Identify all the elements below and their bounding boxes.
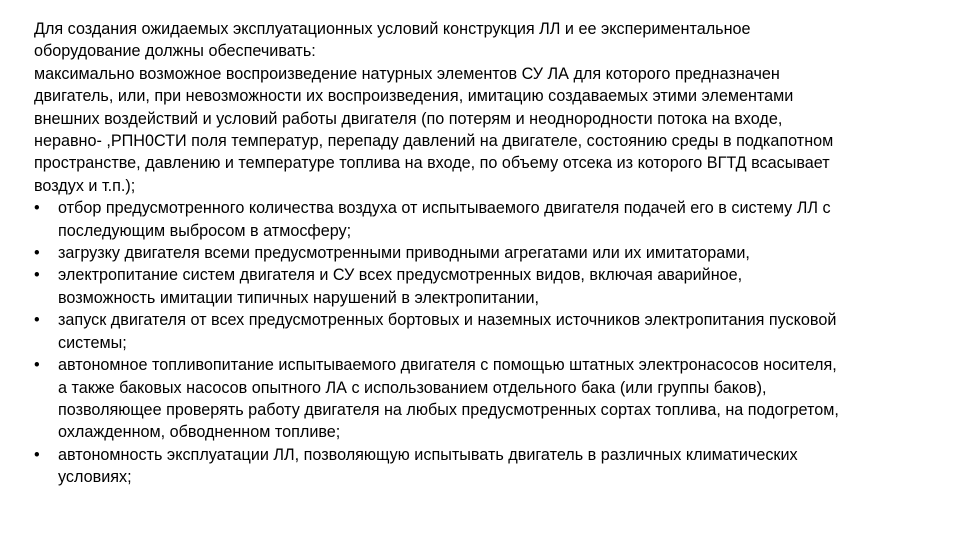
text-line: условиях; <box>58 468 132 487</box>
text-line: Для создания ожидаемых эксплуатационных условий конструкция ЛЛ и ее экспериментальное <box>34 20 751 38</box>
bullet-icon: • <box>34 199 40 218</box>
text-line: неравно- ,РПН0СТИ поля температур, перепаду давлений на двигателе, состоянию среды в подкапотном <box>34 132 834 151</box>
text-line: двигатель, или, при невозможности их воспроизведения, имитацию создаваемых этими элементами <box>34 87 794 106</box>
bullet-item <box>34 309 934 354</box>
bullet-icon: • <box>34 244 40 263</box>
bullet-item <box>34 264 934 309</box>
document-body <box>34 18 934 489</box>
bullet-icon: • <box>34 311 40 330</box>
bullet-item <box>34 444 934 489</box>
text-line: последующим выбросом в атмосферу; <box>58 221 352 240</box>
text-line: запуск двигателя от всех предусмотренных бортовых и наземных источников электропитания пусковой <box>58 311 837 330</box>
bullet-icon: • <box>34 445 40 464</box>
text-line: системы; <box>58 333 127 352</box>
text-line: пространстве, давлению и температуре топлива на входе, по объему отсека из которого ВГТД всасывает <box>34 154 830 173</box>
bullet-list <box>34 197 934 488</box>
intro-paragraph <box>34 18 934 63</box>
bullet-item <box>34 354 934 444</box>
text-line: отбор предусмотренного количества воздуха от испытываемого двигателя подачей его в систему ЛЛ с <box>58 199 831 218</box>
text-line: электропитание систем двигателя и СУ всех предусмотренных видов, включая аварийное, <box>58 266 743 285</box>
bullet-item <box>34 197 934 242</box>
text-line: охлажденном, обводненном топливе; <box>58 423 341 442</box>
text-line: оборудование должны обеспечивать: <box>34 42 316 61</box>
bullet-icon: • <box>34 266 40 285</box>
bullet-icon: • <box>34 356 40 375</box>
text-line: автономность эксплуатации ЛЛ, позволяющую испытывать двигатель в различных климатических <box>58 445 798 464</box>
text-line: загрузку двигателя всеми предусмотренными приводными агрегатами или их имитаторами, <box>58 244 750 263</box>
text-line: максимально возможное воспроизведение натурных элементов СУ ЛА для которого предназначен <box>34 64 780 83</box>
text-line: а также баковых насосов опытного ЛА с использованием отдельного бака (или группы баков), <box>58 378 767 397</box>
text-line: возможность имитации типичных нарушений в электропитании, <box>58 288 540 307</box>
text-line: внешних воздействий и условий работы двигателя (по потерям и неоднородности потока на входе, <box>34 109 783 128</box>
text-line: автономное топливопитание испытываемого двигателя с помощью штатных электронасосов носителя, <box>58 356 837 375</box>
bullet-item <box>34 242 934 264</box>
text-line: воздух и т.п.); <box>34 176 136 195</box>
requirements-paragraph <box>34 63 934 197</box>
text-line: позволяющее проверять работу двигателя на любых предусмотренных сортах топлива, на подогретом, <box>58 400 839 419</box>
